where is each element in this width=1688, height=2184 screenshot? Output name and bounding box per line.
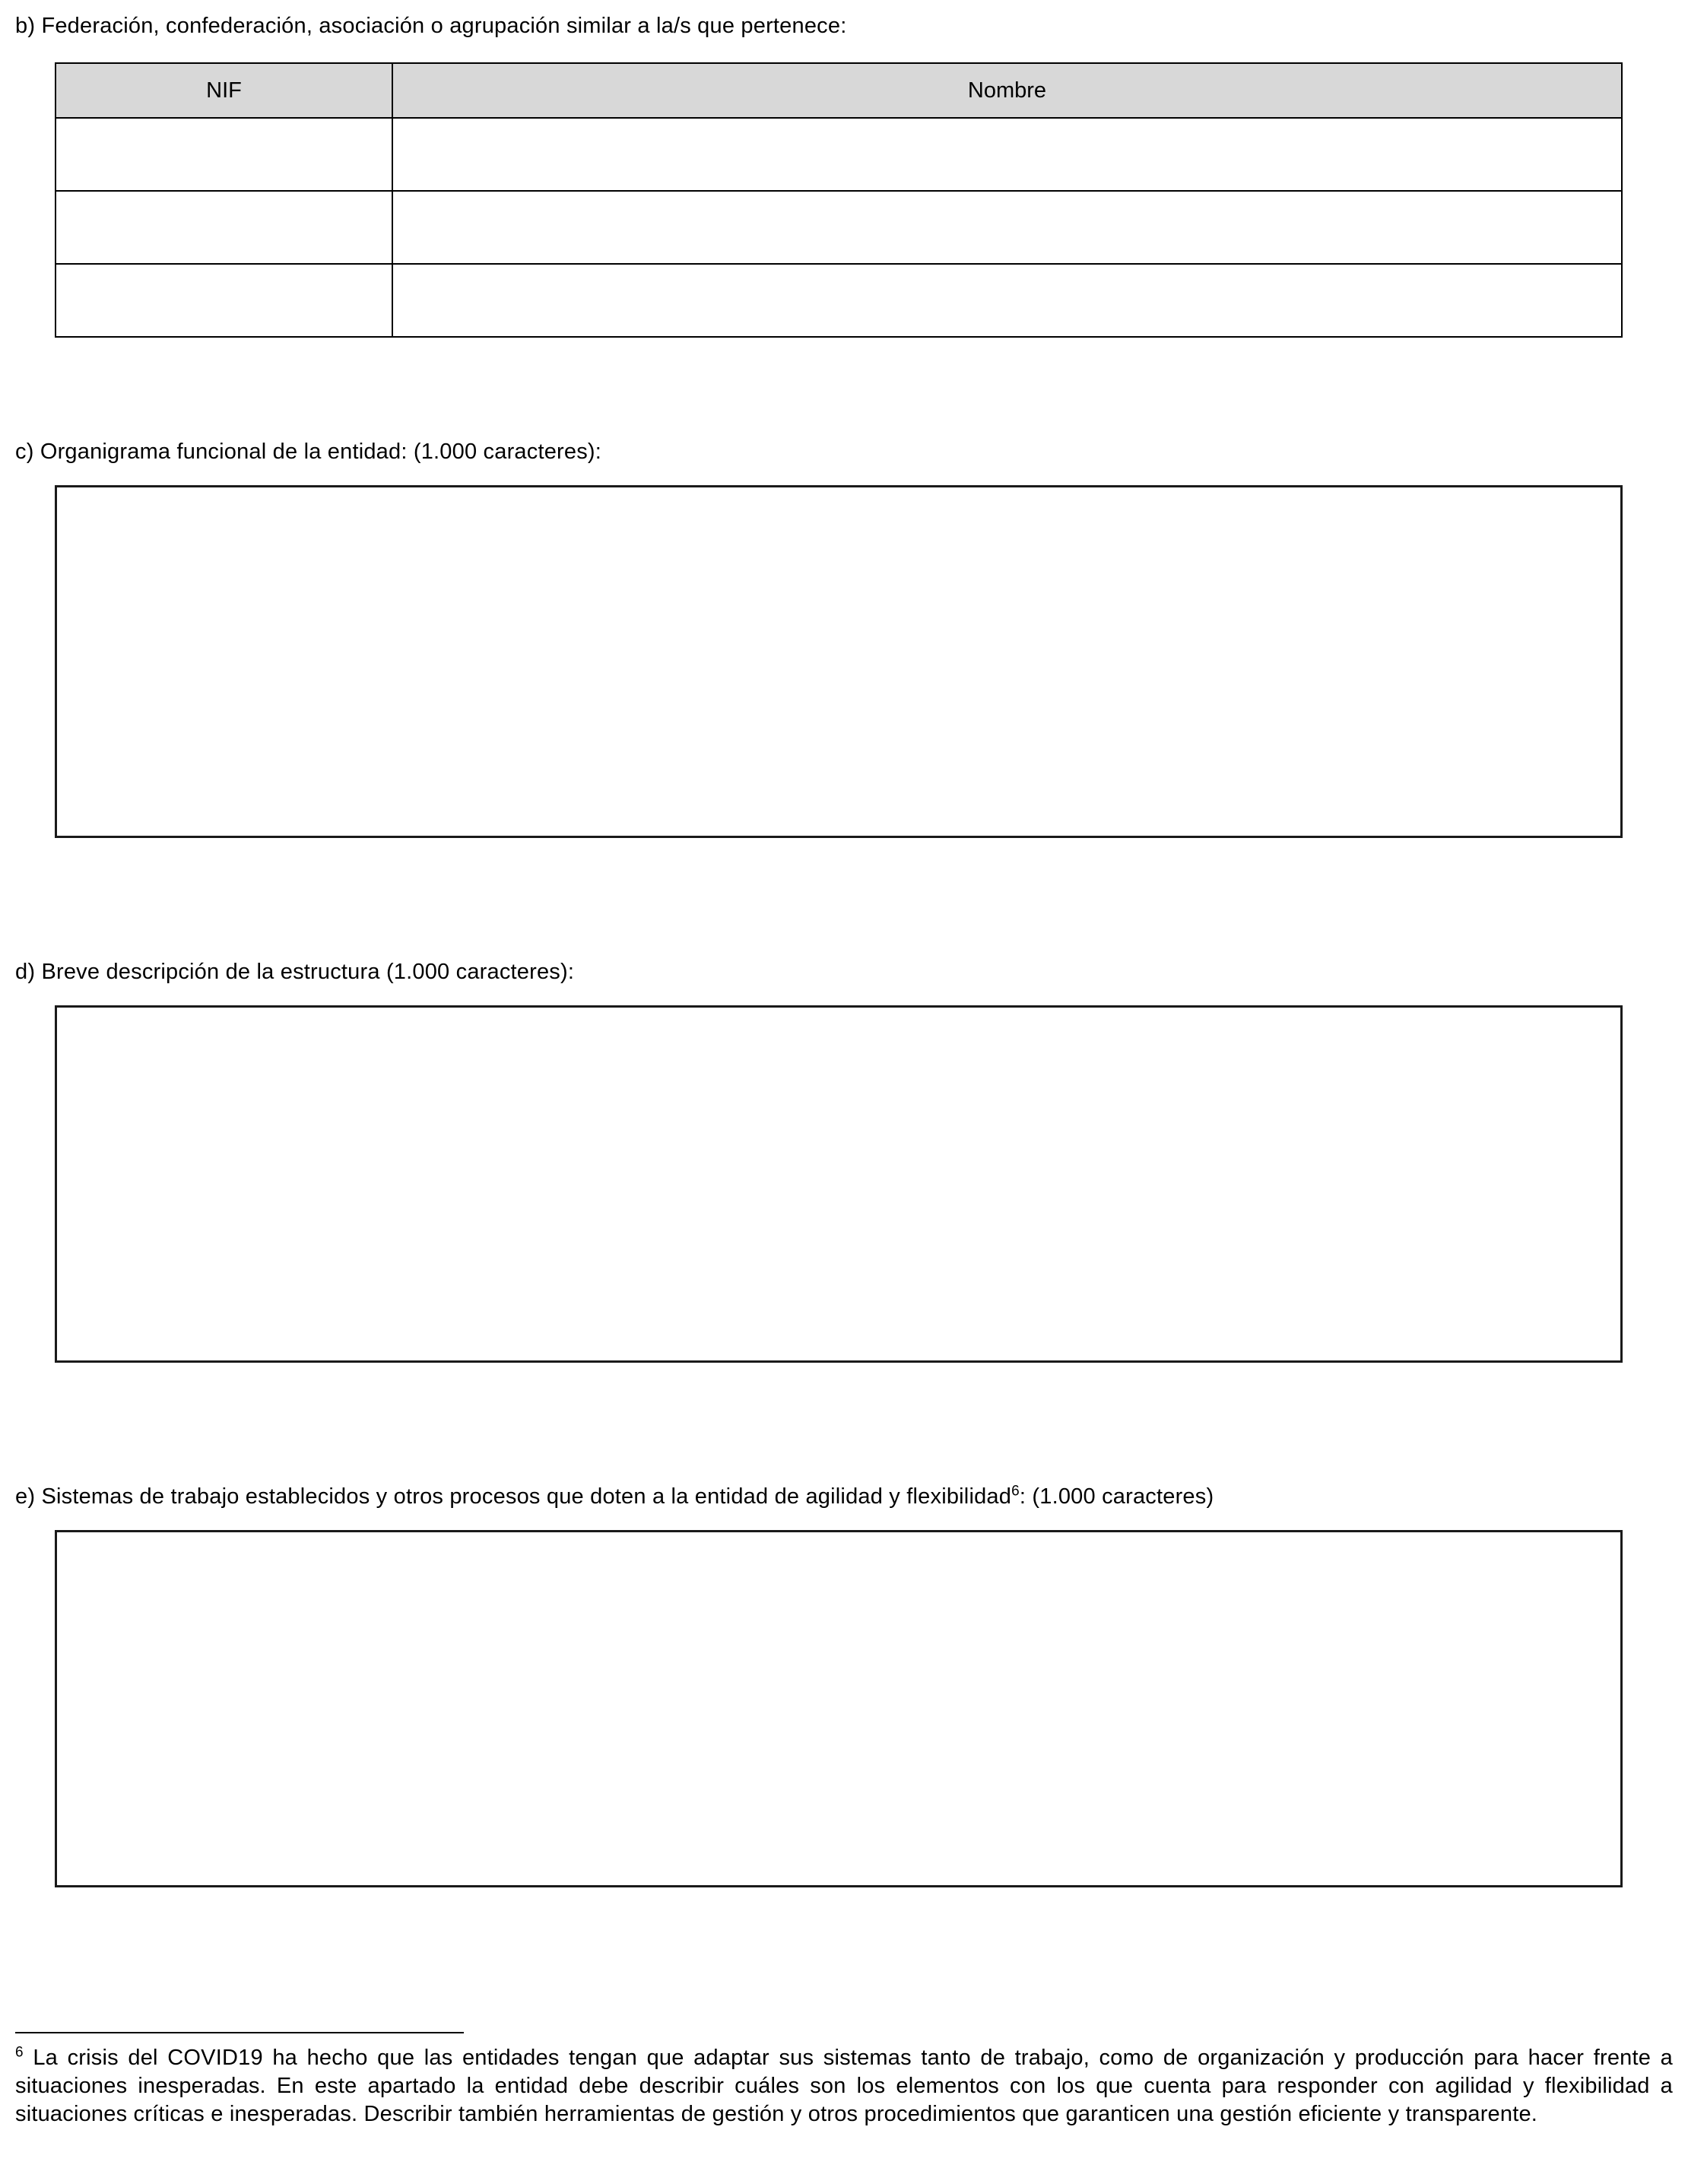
section-e-label-suffix: : (1.000 caracteres) — [1019, 1484, 1214, 1509]
table-header-row — [56, 63, 1622, 118]
nombre-cell[interactable] — [392, 191, 1622, 264]
nif-cell[interactable] — [56, 264, 392, 337]
section-c-label: c) Organigrama funcional de la entidad: (1.000 caracteres): — [15, 440, 602, 464]
section-e-label-text: e) Sistemas de trabajo establecidos y otros procesos que doten a la entidad de agilidad y flexibilidad — [15, 1484, 1012, 1509]
nif-cell[interactable] — [56, 191, 392, 264]
nombre-cell[interactable] — [392, 264, 1622, 337]
sistemas-trabajo-textbox[interactable] — [55, 1530, 1623, 1887]
section-b-label: b) Federación, confederación, asociación o agrupación similar a la/s que pertenece: — [15, 14, 847, 38]
section-e-footnote-ref: 6 — [1011, 1483, 1020, 1500]
footnote-marker: 6 — [15, 2044, 24, 2061]
table-header-nombre: Nombre — [392, 63, 1622, 118]
table-header-nif: NIF — [56, 63, 392, 118]
estructura-textbox[interactable] — [55, 1005, 1623, 1363]
section-e-label — [15, 1483, 1673, 1510]
footnote-text: La crisis del COVID19 ha hecho que las entidades tengan que adaptar sus sistemas tanto de trabajo, como de organización y producción para hacer frente a situaciones inesperadas. En este apartado la entidad debe describir cuáles son los elementos con los que cuenta para responder con agilidad y flexibilidad a situaciones críticas e inesperadas. Describir también herramientas de gestión y otros procedimientos que garanticen una gestión eficiente y transparente. — [15, 2046, 1673, 2126]
footnote-separator — [15, 2032, 464, 2033]
nif-cell[interactable] — [56, 118, 392, 191]
membership-table — [55, 62, 1623, 338]
table-row — [56, 118, 1622, 191]
table-row — [56, 191, 1622, 264]
section-d-label: d) Breve descripción de la estructura (1.000 caracteres): — [15, 960, 575, 984]
organigrama-textbox[interactable] — [55, 485, 1623, 838]
table-row — [56, 264, 1622, 337]
footnote-6 — [15, 2044, 1673, 2128]
nombre-cell[interactable] — [392, 118, 1622, 191]
